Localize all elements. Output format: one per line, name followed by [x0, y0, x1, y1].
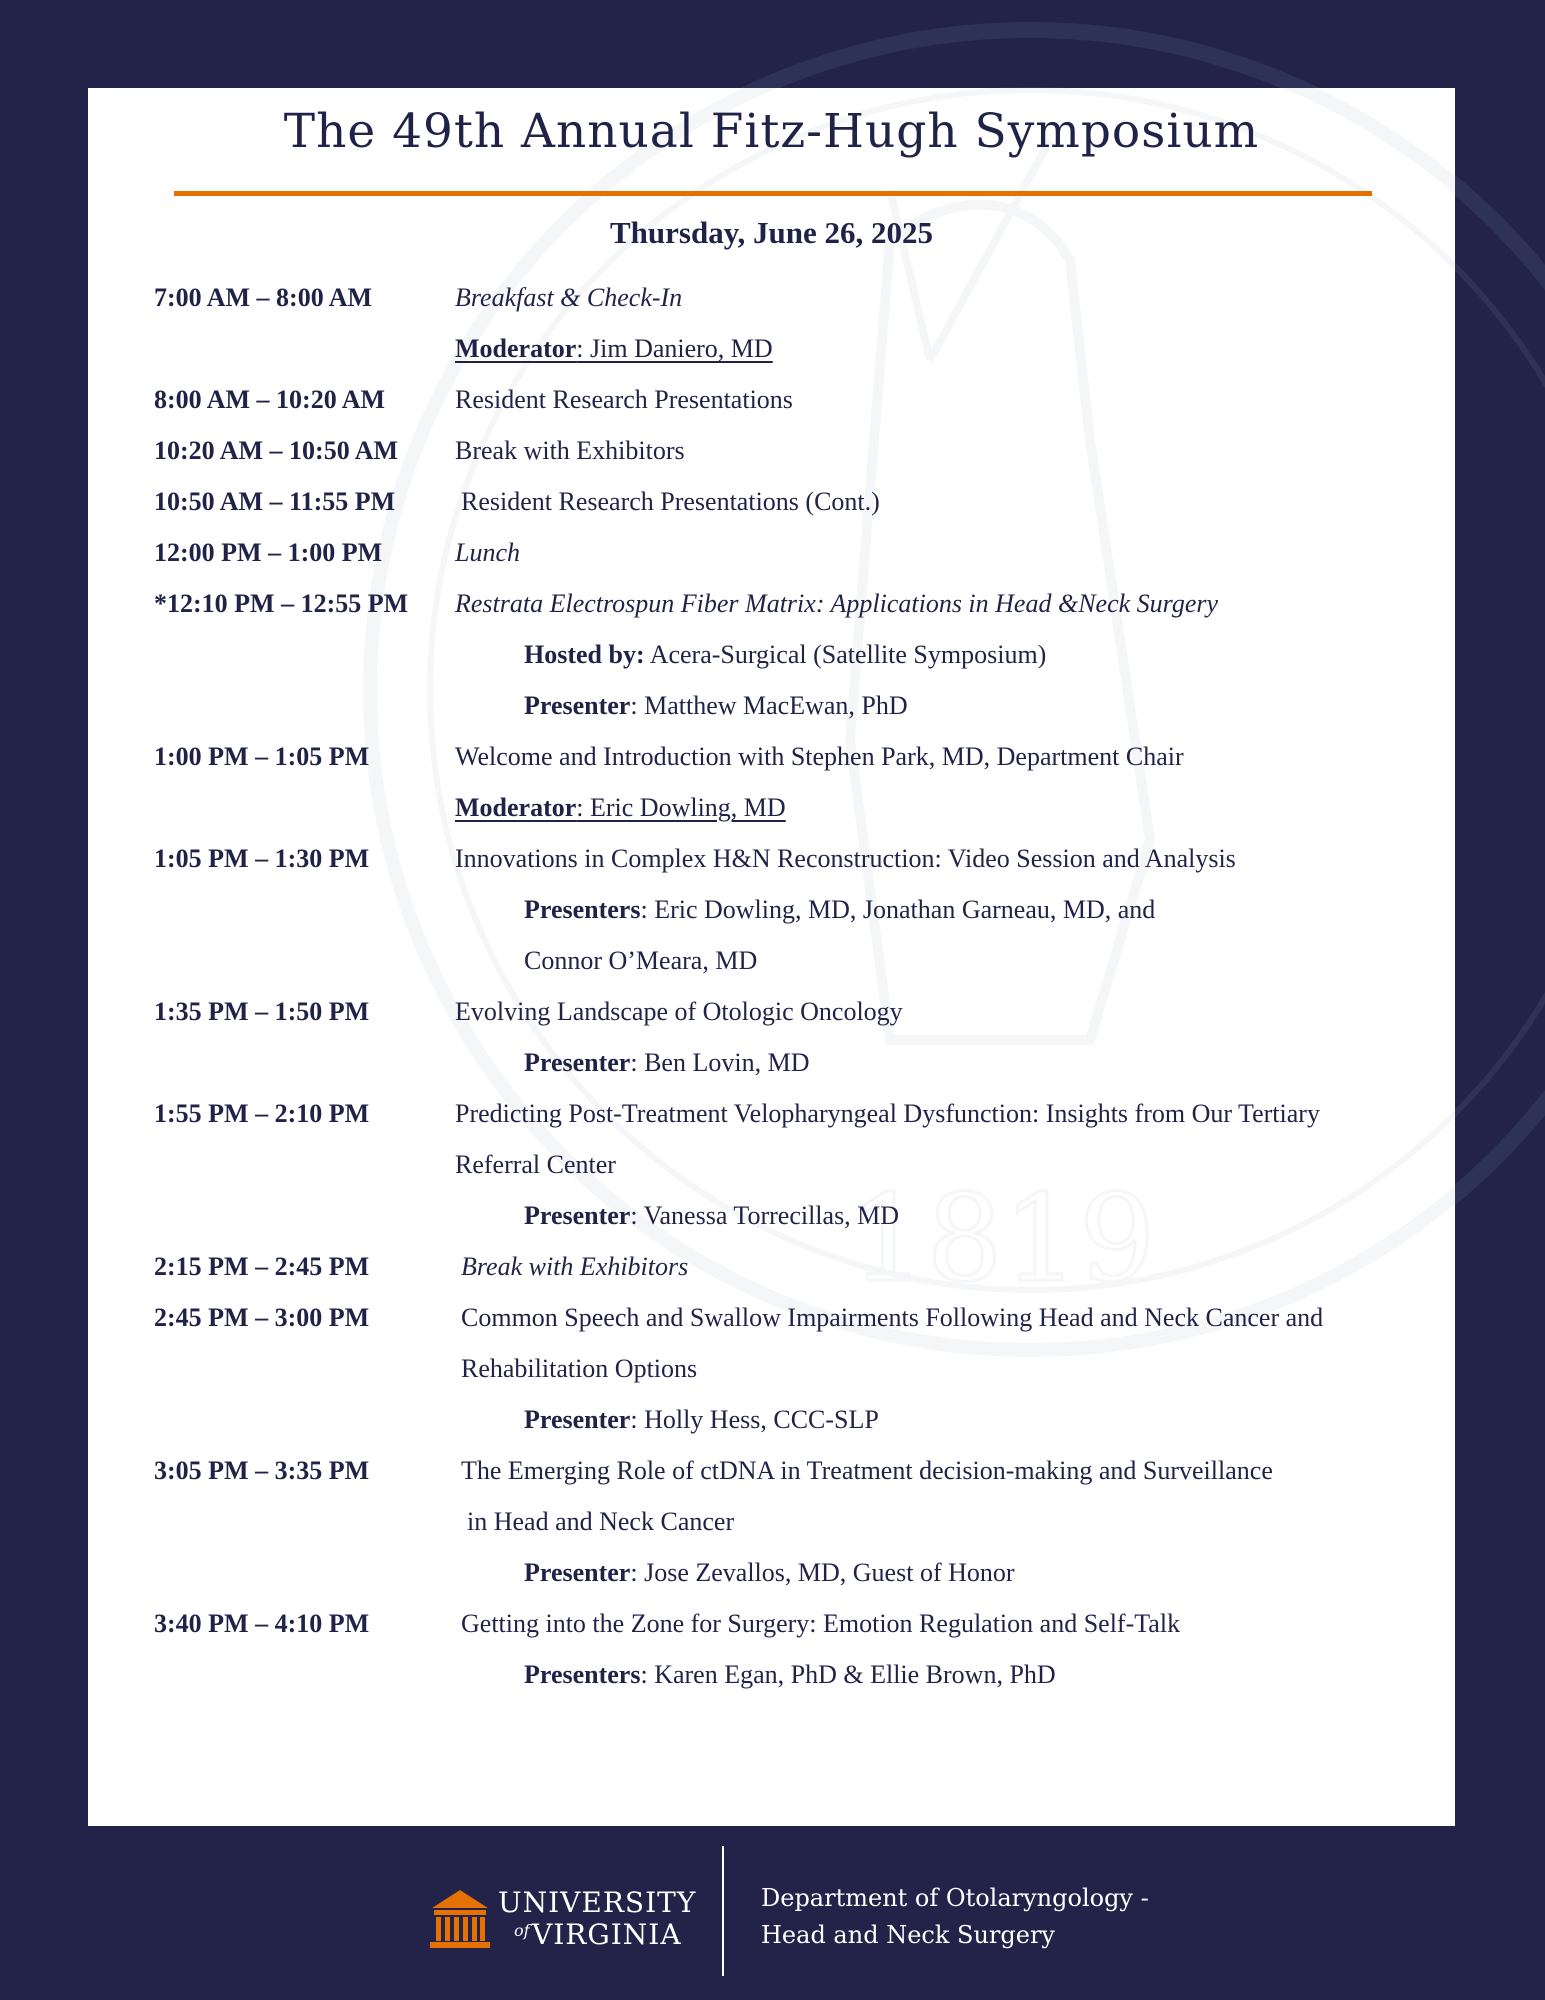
session-title: Breakfast & Check-In: [455, 283, 683, 312]
role-label: Moderator: [455, 334, 577, 363]
schedule-row: [154, 1598, 1444, 1700]
role-label: Presenter: [524, 1405, 631, 1434]
role-name: Acera-Surgical (Satellite Symposium): [644, 640, 1047, 669]
session-details: [455, 1445, 1444, 1598]
schedule-row: [154, 578, 1444, 731]
schedule-row: [154, 1292, 1444, 1445]
session-time: 1:05 PM – 1:30 PM: [154, 844, 370, 873]
event-date: Thursday, June 26, 2025: [609, 215, 933, 250]
rotunda-icon: [430, 1890, 490, 1948]
schedule-list: [154, 272, 1444, 1700]
presenter-line: [455, 1037, 1444, 1088]
session-details: [455, 986, 1444, 1088]
role-name: : Eric Dowling, MD, Jonathan Garneau, MD, and: [640, 895, 1156, 924]
session-details: [455, 1088, 1444, 1241]
schedule-row: [154, 986, 1444, 1088]
session-time: 3:40 PM – 4:10 PM: [154, 1609, 370, 1638]
session-details: [455, 1292, 1444, 1445]
footer-divider: [722, 1846, 724, 1976]
role-name: : Jim Daniero, MD: [576, 334, 773, 363]
session-details: [455, 374, 1444, 425]
role-label: Presenter: [524, 691, 631, 720]
schedule-row: [154, 1445, 1444, 1598]
schedule-row: [154, 1088, 1444, 1241]
role-label: Presenter: [524, 1048, 631, 1077]
schedule-row: [154, 476, 1444, 527]
session-details: [455, 425, 1444, 476]
role-name: : Holly Hess, CCC-SLP: [630, 1405, 879, 1434]
session-details: [455, 833, 1444, 986]
presenter-line: [455, 680, 1444, 731]
presenter-line: Connor O’Meara, MD: [524, 946, 758, 975]
role-label: Moderator: [455, 793, 577, 822]
presenter-line: [455, 1547, 1444, 1598]
role-label: Presenters: [524, 895, 641, 924]
presenter-line: [455, 884, 1444, 935]
session-time: 1:00 PM – 1:05 PM: [154, 742, 370, 771]
session-title: The Emerging Role of ctDNA in Treatment decision-making and Surveillance: [461, 1456, 1273, 1485]
session-title: Resident Research Presentations: [455, 385, 793, 414]
session-time: *12:10 PM – 12:55 PM: [154, 589, 409, 618]
session-details: [455, 1598, 1444, 1700]
session-details: [455, 731, 1444, 833]
session-time: 3:05 PM – 3:35 PM: [154, 1456, 370, 1485]
session-details: [455, 272, 1444, 374]
presenter-line: [455, 629, 1444, 680]
role-name: : Karen Egan, PhD & Ellie Brown, PhD: [640, 1660, 1056, 1689]
svg-text:UNIVERSITY: UNIVERSITY: [498, 1886, 697, 1919]
presenter-line: [455, 1190, 1444, 1241]
session-time: 2:15 PM – 2:45 PM: [154, 1252, 370, 1281]
session-title: Break with Exhibitors: [461, 1252, 689, 1281]
session-time: 1:55 PM – 2:10 PM: [154, 1099, 370, 1128]
title-divider: [174, 191, 1372, 196]
session-time: 8:00 AM – 10:20 AM: [154, 385, 386, 414]
schedule-card: [88, 88, 1455, 1826]
session-time: 10:50 AM – 11:55 PM: [154, 487, 396, 516]
session-details: [455, 1241, 1444, 1292]
session-time: 10:20 AM – 10:50 AM: [154, 436, 399, 465]
schedule-row: [154, 527, 1444, 578]
session-title: Welcome and Introduction with Stephen Park, MD, Department Chair: [455, 742, 1184, 771]
session-title: Evolving Landscape of Otologic Oncology: [455, 997, 903, 1026]
page-title: The 49th Annual Fitz-Hugh Symposium: [283, 104, 1260, 159]
session-title-continued: Rehabilitation Options: [461, 1354, 698, 1383]
session-title: Lunch: [455, 538, 520, 567]
session-title: Innovations in Complex H&N Reconstruction: Video Session and Analysis: [455, 844, 1236, 873]
role-name: : Eric Dowling, MD: [576, 793, 786, 822]
moderator-line: [455, 323, 1444, 374]
department-line-1: Department of Otolaryngology -: [761, 1884, 1149, 1912]
session-title-continued: in Head and Neck Cancer: [467, 1507, 735, 1536]
footer: [0, 1826, 1545, 2000]
role-label: Presenter: [524, 1558, 631, 1587]
department-name: [761, 1880, 1149, 1954]
session-time: 2:45 PM – 3:00 PM: [154, 1303, 370, 1332]
session-title-continued: Referral Center: [455, 1150, 616, 1179]
role-name: : Jose Zevallos, MD, Guest of Honor: [630, 1558, 1015, 1587]
session-time: 1:35 PM – 1:50 PM: [154, 997, 370, 1026]
session-title: Getting into the Zone for Surgery: Emotion Regulation and Self-Talk: [461, 1609, 1181, 1638]
department-line-2: Head and Neck Surgery: [761, 1921, 1055, 1949]
seal-year: 1819: [850, 1170, 1156, 1309]
presenter-line: [455, 1649, 1444, 1700]
presenter-line: [455, 1394, 1444, 1445]
session-time: 7:00 AM – 8:00 AM: [154, 283, 373, 312]
svg-text:of: of: [514, 1921, 530, 1940]
session-title: Resident Research Presentations (Cont.): [461, 487, 880, 516]
role-name: : Vanessa Torrecillas, MD: [630, 1201, 900, 1230]
schedule-row: [154, 731, 1444, 833]
schedule-row: [154, 272, 1444, 374]
role-name: : Matthew MacEwan, PhD: [630, 691, 908, 720]
role-label: Hosted by:: [524, 640, 645, 669]
session-details: [455, 578, 1444, 731]
session-title: Restrata Electrospun Fiber Matrix: Applications in Head &Neck Surgery: [455, 589, 1219, 618]
role-label: Presenters: [524, 1660, 641, 1689]
session-title: Common Speech and Swallow Impairments Following Head and Neck Cancer and: [461, 1303, 1324, 1332]
svg-text:VIRGINIA: VIRGINIA: [532, 1918, 682, 1951]
session-details: [455, 476, 1444, 527]
session-time: 12:00 PM – 1:00 PM: [154, 538, 383, 567]
uva-logo: [428, 1878, 703, 1954]
schedule-row: [154, 425, 1444, 476]
role-label: Presenter: [524, 1201, 631, 1230]
session-title: Predicting Post-Treatment Velopharyngeal Dysfunction: Insights from Our Tertiary: [455, 1099, 1320, 1128]
schedule-row: [154, 1241, 1444, 1292]
schedule-row: [154, 833, 1444, 986]
schedule-row: [154, 374, 1444, 425]
session-details: [455, 527, 1444, 578]
role-name: : Ben Lovin, MD: [630, 1048, 810, 1077]
moderator-line: [455, 782, 1444, 833]
session-title: Break with Exhibitors: [455, 436, 685, 465]
